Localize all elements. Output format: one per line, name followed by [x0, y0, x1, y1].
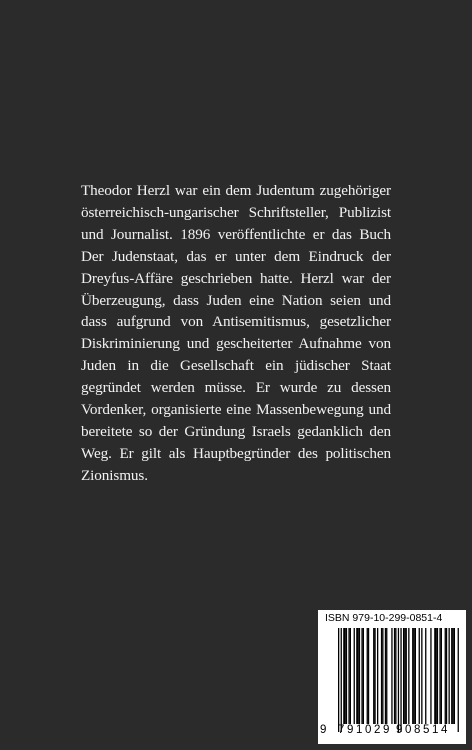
- barcode-bar: [345, 628, 346, 724]
- barcode-bar: [413, 628, 414, 724]
- barcode-bar: [439, 628, 440, 724]
- barcode-bar: [436, 628, 437, 724]
- barcode-bar: [400, 628, 401, 732]
- barcode-bar: [406, 628, 407, 724]
- barcode-bar: [421, 628, 422, 724]
- barcode-digits-right: 908514: [396, 724, 450, 736]
- barcode-bar: [343, 628, 344, 724]
- barcode-bar: [451, 628, 452, 724]
- barcode-bar: [434, 628, 435, 724]
- barcode-bar: [348, 628, 349, 724]
- barcode-bar: [415, 628, 416, 724]
- barcode-bar: [374, 628, 375, 724]
- barcode-bar: [354, 628, 355, 724]
- barcode-bar: [373, 628, 374, 724]
- barcode-bar: [385, 628, 386, 724]
- barcode-bar: [398, 628, 399, 732]
- barcode-bar: [386, 628, 387, 724]
- barcode-bar: [361, 628, 362, 724]
- barcode-bar: [449, 628, 450, 724]
- barcode-bar: [338, 628, 339, 732]
- barcode-bar: [403, 628, 404, 724]
- barcode-bar: [445, 628, 446, 724]
- barcode-bar: [368, 628, 369, 724]
- barcode-bar: [430, 628, 431, 724]
- barcode-bar: [452, 628, 453, 724]
- barcode-bar: [446, 628, 447, 724]
- barcode-bar: [454, 628, 455, 724]
- barcode-bar: [382, 628, 383, 724]
- barcode-bar: [346, 628, 347, 724]
- barcode-bar: [363, 628, 364, 724]
- barcode-bar: [341, 628, 342, 732]
- barcode-bar: [412, 628, 413, 724]
- barcode-bar: [425, 628, 426, 724]
- barcode-bar: [394, 628, 395, 724]
- barcode-bar: [441, 628, 442, 724]
- isbn-label: ISBN 979-10-299-0851-4: [325, 612, 443, 624]
- barcode-bar: [367, 628, 368, 724]
- barcode-bar: [395, 628, 396, 724]
- barcode-bar: [358, 628, 359, 724]
- barcode-bar: [359, 628, 360, 724]
- barcode-bar: [458, 628, 459, 732]
- barcode-bar: [391, 628, 392, 724]
- barcode-digit-first: 9: [320, 724, 327, 736]
- barcode-digits-left: 791029: [338, 724, 392, 736]
- blurb-text: Theodor Herzl war ein dem Judentum zugehöriger österreichisch-ungarischer Schriftsteller, Publizist und Journalist. 1896 veröffentlichte er das Buch Der Judenstaat, das er unter dem Eindruck der Dreyfus-Affäre geschrieben hatte. Herzl war der Überzeugung, dass Juden eine Nation seien und dass aufgrund von Antisemitismus, gesetzlicher Diskriminierung und gescheiterter Aufnahme von Juden in die Gesellschaft ein jüdischer Staat gegründet werden müsse. Er wurde zu dessen Vordenker, organisierte eine Massenbewegung und bereitete so der Gründung Israels gedanklich den Weg. Er gilt als Hauptbegründer des politischen Zionismus.: [81, 182, 391, 484]
- barcode-bar: [377, 628, 378, 724]
- barcode-bar: [356, 628, 357, 724]
- barcode-bar: [404, 628, 405, 724]
- barcode-bar: [350, 628, 351, 724]
- barcode-bar: [437, 628, 438, 724]
- barcode-bar: [419, 628, 420, 724]
- barcode-bar: [408, 628, 409, 724]
- isbn-barcode: [318, 610, 466, 744]
- barcode-bar: [381, 628, 382, 724]
- barcode-bars: [326, 628, 459, 732]
